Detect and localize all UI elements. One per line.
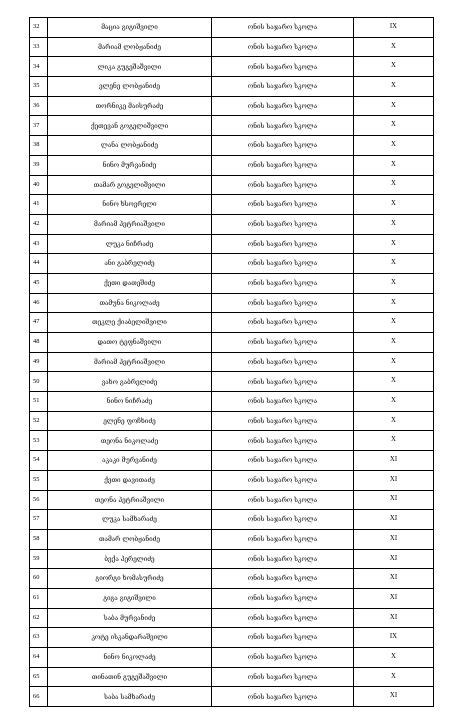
grade-cell: X	[354, 411, 434, 431]
grade-cell: X	[354, 96, 434, 116]
table-row	[30, 18, 434, 38]
grade-cell: X	[354, 175, 434, 195]
student-name-cell: გიორგი ხომასურიძე	[48, 569, 212, 589]
grade-cell: XI	[354, 510, 434, 530]
school-name-cell: ონის საჯარო სკოლა	[212, 392, 354, 412]
grade-cell: X	[354, 352, 434, 372]
school-name-cell: ონის საჯარო სკოლა	[212, 608, 354, 628]
student-name-cell: თეონა ნიკოლაძე	[48, 431, 212, 451]
row-number-cell: 34	[30, 57, 48, 77]
row-number-cell: 49	[30, 352, 48, 372]
school-name-cell: ონის საჯარო სკოლა	[212, 136, 354, 156]
grade-cell: X	[354, 37, 434, 57]
row-number-cell: 63	[30, 628, 48, 648]
school-name-cell: ონის საჯარო სკოლა	[212, 569, 354, 589]
student-name-cell: მაცია გიგიშვილი	[48, 18, 212, 38]
row-number-cell: 40	[30, 175, 48, 195]
grade-cell: X	[354, 155, 434, 175]
row-number-cell: 59	[30, 549, 48, 569]
student-name-cell: მარიამ პეტრიაშვილი	[48, 214, 212, 234]
school-name-cell: ონის საჯარო სკოლა	[212, 490, 354, 510]
row-number-cell: 50	[30, 372, 48, 392]
row-number-cell: 57	[30, 510, 48, 530]
student-name-cell: ქეთი დავითაძე	[48, 470, 212, 490]
student-name-cell: თამარ ლობჟანიძე	[48, 529, 212, 549]
grade-cell: IX	[354, 18, 434, 38]
table-row	[30, 569, 434, 589]
table-row	[30, 57, 434, 77]
school-name-cell: ონის საჯარო სკოლა	[212, 37, 354, 57]
table-row	[30, 648, 434, 668]
school-name-cell: ონის საჯარო სკოლა	[212, 254, 354, 274]
student-name-cell: ლუკა ნიჩრაძე	[48, 234, 212, 254]
table-row	[30, 175, 434, 195]
student-name-cell: ელენე ლობჟანიძე	[48, 77, 212, 97]
school-name-cell: ონის საჯარო სკოლა	[212, 352, 354, 372]
table-row	[30, 451, 434, 471]
table-row	[30, 411, 434, 431]
grade-cell: X	[354, 116, 434, 136]
row-number-cell: 54	[30, 451, 48, 471]
row-number-cell: 41	[30, 195, 48, 215]
grade-cell: XI	[354, 549, 434, 569]
grade-cell: XI	[354, 588, 434, 608]
row-number-cell: 45	[30, 273, 48, 293]
table-row	[30, 392, 434, 412]
row-number-cell: 56	[30, 490, 48, 510]
table-row	[30, 667, 434, 687]
row-number-cell: 66	[30, 687, 48, 707]
table-row	[30, 372, 434, 392]
student-name-cell: დათო ტეფნაშვილი	[48, 333, 212, 353]
table-row	[30, 549, 434, 569]
school-name-cell: ონის საჯარო სკოლა	[212, 451, 354, 471]
student-name-cell: გიგა გიგიშვილი	[48, 588, 212, 608]
school-name-cell: ონის საჯარო სკოლა	[212, 549, 354, 569]
student-name-cell: ნინო ხსოვრელი	[48, 195, 212, 215]
row-number-cell: 35	[30, 77, 48, 97]
student-name-cell: ბექა პერელიძე	[48, 549, 212, 569]
student-name-cell: თეკლე ქიაბელიშვილი	[48, 313, 212, 333]
grade-cell: X	[354, 214, 434, 234]
school-name-cell: ონის საჯარო სკოლა	[212, 313, 354, 333]
table-row	[30, 313, 434, 333]
grade-cell: XI	[354, 451, 434, 471]
table-row	[30, 687, 434, 707]
table-row	[30, 273, 434, 293]
student-name-cell: აკაკი მურვანიძე	[48, 451, 212, 471]
row-number-cell: 48	[30, 333, 48, 353]
row-number-cell: 43	[30, 234, 48, 254]
grade-cell: X	[354, 667, 434, 687]
table-row	[30, 136, 434, 156]
row-number-cell: 36	[30, 96, 48, 116]
grade-cell: X	[354, 293, 434, 313]
student-name-cell: კოტე ისკანდარაშვილი	[48, 628, 212, 648]
grade-cell: X	[354, 234, 434, 254]
row-number-cell: 39	[30, 155, 48, 175]
school-name-cell: ონის საჯარო სკოლა	[212, 372, 354, 392]
school-name-cell: ონის საჯარო სკოლა	[212, 96, 354, 116]
grade-cell: IX	[354, 628, 434, 648]
table-row	[30, 431, 434, 451]
student-name-cell: საბა სამხარაძე	[48, 687, 212, 707]
student-name-cell: თამარ გოგელიშვილი	[48, 175, 212, 195]
school-name-cell: ონის საჯარო სკოლა	[212, 628, 354, 648]
student-name-cell: ქეთევან გოგელიშვილი	[48, 116, 212, 136]
student-name-cell: ნინო ნიჩრაძე	[48, 392, 212, 412]
grade-cell: XI	[354, 687, 434, 707]
student-name-cell: ნინო მურვანიძე	[48, 155, 212, 175]
row-number-cell: 65	[30, 667, 48, 687]
row-number-cell: 62	[30, 608, 48, 628]
student-name-cell: მარიამ პეტრიაშვილი	[48, 352, 212, 372]
row-number-cell: 61	[30, 588, 48, 608]
student-name-cell: მარიამ ლობჟანიძე	[48, 37, 212, 57]
school-name-cell: ონის საჯარო სკოლა	[212, 687, 354, 707]
table-row	[30, 628, 434, 648]
row-number-cell: 32	[30, 18, 48, 38]
row-number-cell: 47	[30, 313, 48, 333]
student-name-cell: ქეთი დათეშიძე	[48, 273, 212, 293]
school-name-cell: ონის საჯარო სკოლა	[212, 333, 354, 353]
row-number-cell: 42	[30, 214, 48, 234]
table-row	[30, 588, 434, 608]
students-table	[29, 17, 434, 707]
row-number-cell: 60	[30, 569, 48, 589]
school-name-cell: ონის საჯარო სკოლა	[212, 77, 354, 97]
student-name-cell: ნინო ნიკოლაძე	[48, 648, 212, 668]
school-name-cell: ონის საჯარო სკოლა	[212, 175, 354, 195]
student-name-cell: საბა მურვანიძე	[48, 608, 212, 628]
students-table-body	[30, 18, 434, 707]
row-number-cell: 53	[30, 431, 48, 451]
grade-cell: X	[354, 333, 434, 353]
grade-cell: X	[354, 273, 434, 293]
table-row	[30, 254, 434, 274]
school-name-cell: ონის საჯარო სკოლა	[212, 273, 354, 293]
table-row	[30, 77, 434, 97]
row-number-cell: 64	[30, 648, 48, 668]
row-number-cell: 46	[30, 293, 48, 313]
student-name-cell: თამუნა ნიკოლაძე	[48, 293, 212, 313]
school-name-cell: ონის საჯარო სკოლა	[212, 116, 354, 136]
grade-cell: X	[354, 136, 434, 156]
row-number-cell: 33	[30, 37, 48, 57]
table-row	[30, 510, 434, 530]
row-number-cell: 38	[30, 136, 48, 156]
grade-cell: X	[354, 431, 434, 451]
school-name-cell: ონის საჯარო სკოლა	[212, 214, 354, 234]
grade-cell: XI	[354, 569, 434, 589]
table-row	[30, 490, 434, 510]
table-row	[30, 195, 434, 215]
student-name-cell: ვახო გაბრელიძე	[48, 372, 212, 392]
student-name-cell: თეონა პეტრიაშვილი	[48, 490, 212, 510]
table-row	[30, 470, 434, 490]
table-row	[30, 155, 434, 175]
row-number-cell: 55	[30, 470, 48, 490]
student-name-cell: ლიკა გუგეშაშვილი	[48, 57, 212, 77]
school-name-cell: ონის საჯარო სკოლა	[212, 155, 354, 175]
school-name-cell: ონის საჯარო სკოლა	[212, 411, 354, 431]
table-row	[30, 352, 434, 372]
student-name-cell: ლანა ლობჟანიძე	[48, 136, 212, 156]
school-name-cell: ონის საჯარო სკოლა	[212, 18, 354, 38]
row-number-cell: 58	[30, 529, 48, 549]
student-name-cell: თორნიკე მაისურაძე	[48, 96, 212, 116]
table-row	[30, 529, 434, 549]
grade-cell: X	[354, 195, 434, 215]
table-row	[30, 214, 434, 234]
school-name-cell: ონის საჯარო სკოლა	[212, 431, 354, 451]
grade-cell: X	[354, 392, 434, 412]
grade-cell: X	[354, 57, 434, 77]
grade-cell: X	[354, 648, 434, 668]
student-name-cell: ანი გაბრელიძე	[48, 254, 212, 274]
school-name-cell: ონის საჯარო სკოლა	[212, 57, 354, 77]
row-number-cell: 37	[30, 116, 48, 136]
row-number-cell: 52	[30, 411, 48, 431]
school-name-cell: ონის საჯარო სკოლა	[212, 293, 354, 313]
grade-cell: XI	[354, 490, 434, 510]
grade-cell: X	[354, 313, 434, 333]
grade-cell: XI	[354, 529, 434, 549]
table-row	[30, 116, 434, 136]
table-row	[30, 234, 434, 254]
school-name-cell: ონის საჯარო სკოლა	[212, 195, 354, 215]
school-name-cell: ონის საჯარო სკოლა	[212, 588, 354, 608]
school-name-cell: ონის საჯარო სკოლა	[212, 470, 354, 490]
table-row	[30, 293, 434, 313]
grade-cell: XI	[354, 470, 434, 490]
student-name-cell: ლუკა სამხარაძე	[48, 510, 212, 530]
school-name-cell: ონის საჯარო სკოლა	[212, 667, 354, 687]
grade-cell: X	[354, 254, 434, 274]
school-name-cell: ონის საჯარო სკოლა	[212, 234, 354, 254]
school-name-cell: ონის საჯარო სკოლა	[212, 510, 354, 530]
school-name-cell: ონის საჯარო სკოლა	[212, 529, 354, 549]
table-row	[30, 333, 434, 353]
school-name-cell: ონის საჯარო სკოლა	[212, 648, 354, 668]
grade-cell: XI	[354, 608, 434, 628]
row-number-cell: 51	[30, 392, 48, 412]
table-row	[30, 96, 434, 116]
row-number-cell: 44	[30, 254, 48, 274]
grade-cell: X	[354, 77, 434, 97]
student-name-cell: თინათინ გუგეშაშვილი	[48, 667, 212, 687]
grade-cell: X	[354, 372, 434, 392]
table-row	[30, 608, 434, 628]
table-row	[30, 37, 434, 57]
student-name-cell: ელენე ფოჩხიძე	[48, 411, 212, 431]
